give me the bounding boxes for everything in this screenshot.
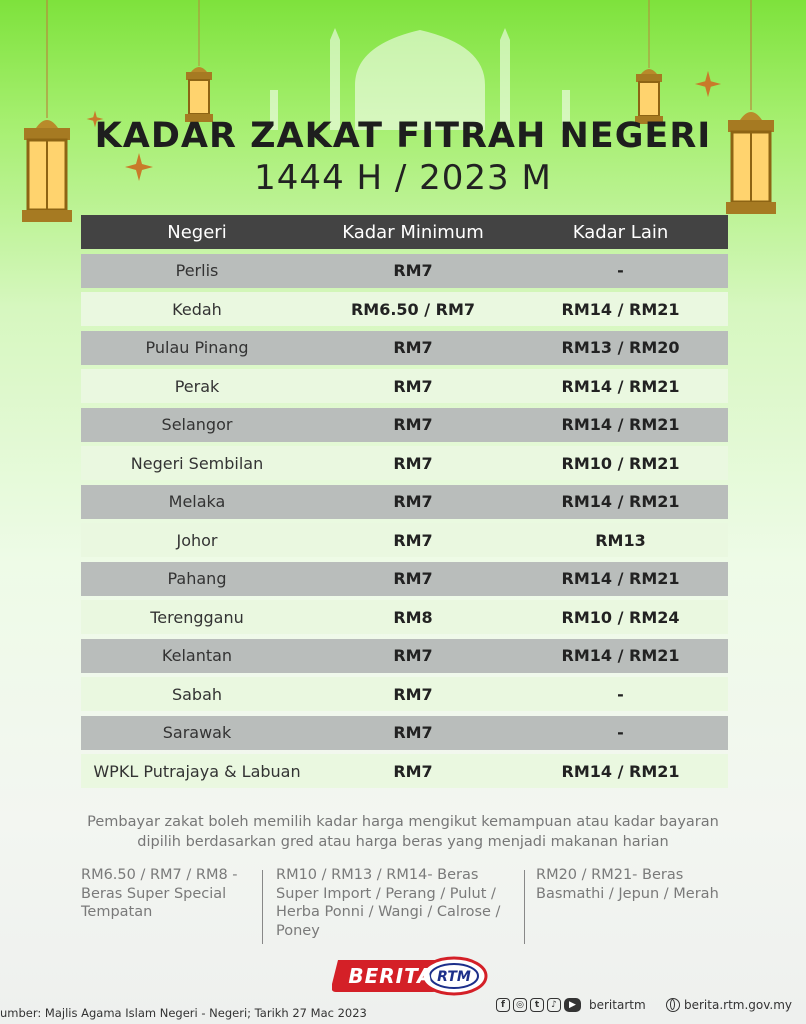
- cell-lain: RM13: [595, 530, 646, 550]
- website-text: berita.rtm.gov.my: [684, 998, 793, 1012]
- payment-note: [60, 812, 746, 852]
- legend-col-2: [276, 866, 521, 940]
- legend-line: RM6.50 / RM7 / RM8 -: [81, 867, 238, 883]
- column-header-minimum: Kadar Minimum: [342, 221, 484, 243]
- tiktok-icon[interactable]: ♪: [547, 998, 561, 1012]
- legend-divider: [262, 870, 263, 944]
- legend-col-3: [536, 866, 746, 903]
- source-text: umber: Majlis Agama Islam Negeri - Negeri; Tarikh 27 Mac 2023: [0, 1006, 367, 1020]
- cell-lain: RM14 / RM21: [561, 569, 680, 588]
- legend-line: Herba Ponni / Wangi / Calrose /: [276, 904, 501, 920]
- cell-minimum: RM7: [393, 723, 433, 742]
- cell-lain: RM14 / RM21: [561, 646, 680, 665]
- cell-minimum: RM7: [393, 761, 433, 781]
- zakat-rate-table: [81, 215, 728, 788]
- cell-lain: RM14 / RM21: [561, 376, 680, 396]
- column-header-lain: Kadar Lain: [572, 221, 669, 243]
- cell-lain: RM10 / RM24: [561, 607, 680, 627]
- cell-negeri: Johor: [176, 530, 218, 550]
- lantern-icon: [182, 0, 216, 125]
- cell-minimum: RM7: [393, 338, 433, 357]
- cell-negeri: Sabah: [171, 684, 223, 704]
- table-row: [81, 292, 728, 326]
- cell-negeri: Perak: [174, 376, 220, 396]
- cell-negeri: Selangor: [161, 415, 233, 434]
- legend-divider: [524, 870, 525, 944]
- lantern-icon: [632, 0, 666, 125]
- column-header-negeri: Negeri: [167, 221, 227, 243]
- legend-line: Tempatan: [81, 904, 153, 920]
- page-title: KADAR ZAKAT FITRAH NEGERI: [94, 116, 712, 156]
- social-handle: beritartm: [589, 998, 646, 1012]
- cell-minimum: RM7: [393, 646, 433, 665]
- mosque-silhouette: [260, 0, 580, 130]
- cell-lain: RM13 / RM20: [561, 338, 680, 357]
- table-row: [81, 254, 728, 288]
- legend-line: RM10 / RM13 / RM14- Beras: [276, 867, 479, 883]
- cell-negeri: Kedah: [172, 299, 222, 319]
- table-row: [81, 639, 728, 673]
- cell-negeri: Pulau Pinang: [145, 338, 249, 357]
- cell-minimum: RM8: [393, 607, 433, 627]
- legend-line: Basmathi / Jepun / Merah: [536, 885, 719, 902]
- cell-lain: RM14 / RM21: [561, 299, 680, 319]
- cell-minimum: RM7: [393, 569, 433, 588]
- table-row: [81, 369, 728, 403]
- cell-lain: RM14 / RM21: [561, 761, 680, 781]
- table-row: [81, 562, 728, 596]
- instagram-icon[interactable]: ◎: [513, 998, 527, 1012]
- table-row: [81, 523, 728, 557]
- website-link[interactable]: [666, 998, 792, 1012]
- cell-negeri: Kelantan: [161, 646, 233, 665]
- cell-negeri: WPKL Putrajaya & Labuan: [93, 761, 301, 781]
- note-line: Pembayar zakat boleh memilih kadar harga mengikut kemampuan atau kadar bayaran: [87, 814, 719, 830]
- cell-lain: RM10 / RM21: [561, 453, 680, 473]
- legend-line: Super Import / Perang / Pulut /: [276, 885, 496, 902]
- social-links: [496, 998, 646, 1012]
- cell-minimum: RM7: [393, 415, 433, 434]
- twitter-icon[interactable]: t: [530, 998, 544, 1012]
- table-row: [81, 600, 728, 634]
- cell-lain: RM14 / RM21: [561, 415, 680, 434]
- legend-col-1: [81, 866, 261, 922]
- note-line: dipilih berdasarkan gred atau harga beras yang menjadi makanan harian: [137, 834, 669, 850]
- legend-line: Poney: [276, 922, 320, 939]
- globe-icon: [666, 998, 680, 1012]
- table-row: [81, 446, 728, 480]
- table-row: [81, 331, 728, 365]
- cell-negeri: Pahang: [167, 569, 227, 588]
- table-row: [81, 754, 728, 788]
- facebook-icon[interactable]: f: [496, 998, 510, 1012]
- table-row: [81, 408, 728, 442]
- legend-line: RM20 / RM21- Beras: [536, 867, 684, 883]
- table-row: [81, 677, 728, 711]
- cell-minimum: RM7: [393, 453, 433, 473]
- cell-negeri: Sarawak: [162, 723, 232, 742]
- cell-lain: -: [617, 261, 624, 280]
- cell-lain: RM14 / RM21: [561, 492, 680, 511]
- page-subtitle: 1444 H / 2023 M: [254, 158, 552, 198]
- cell-minimum: RM7: [393, 492, 433, 511]
- cell-negeri: Negeri Sembilan: [130, 453, 264, 473]
- table-row: [81, 485, 728, 519]
- logo-rtm-text: RTM: [437, 969, 471, 985]
- cell-minimum: RM7: [393, 684, 433, 704]
- star-icon: [694, 70, 722, 98]
- youtube-icon[interactable]: ▶: [564, 998, 581, 1012]
- logo-text: BERITA: [348, 964, 434, 988]
- cell-negeri: Melaka: [168, 492, 226, 511]
- table-header: [81, 215, 728, 249]
- legend-line: Beras Super Special: [81, 885, 227, 902]
- cell-minimum: RM7: [393, 261, 433, 280]
- cell-minimum: RM7: [393, 376, 433, 396]
- cell-negeri: Terengganu: [150, 607, 244, 627]
- cell-lain: -: [617, 684, 624, 704]
- cell-minimum: RM7: [393, 530, 433, 550]
- cell-minimum: RM6.50 / RM7: [350, 299, 476, 319]
- cell-negeri: Perlis: [175, 261, 219, 280]
- table-row: [81, 716, 728, 750]
- cell-lain: -: [617, 723, 624, 742]
